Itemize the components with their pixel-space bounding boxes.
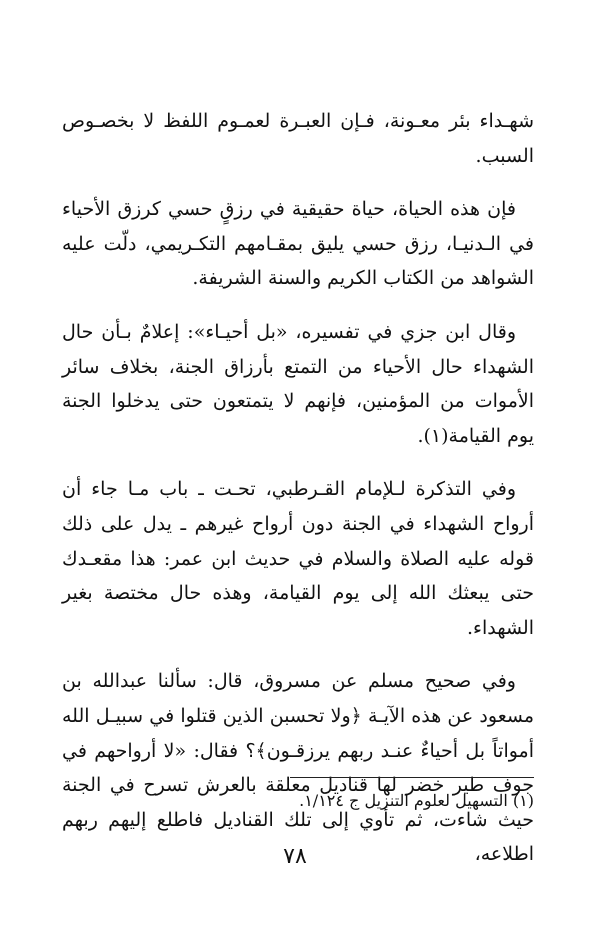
main-text (62, 104, 534, 891)
paragraph-real-life: فإن هذه الحياة، حياة حقيقية في رزقٍ حسي كرزق الأحياء في الـدنيـا، رزق حسي يليق بمقـامهم التكـريمي، دلّت عليه الشواهد من الكتاب الكريم والسنة الشريفة. (62, 198, 534, 290)
footnote: (١) التسهيل لعلوم التنزيل ج ١/١٢٤. (299, 791, 534, 810)
paragraph-continuation: شهـداء بئر معـونة، فـإن العبـرة لعمـوم اللفظ لا بخصـوص السبب. (62, 110, 534, 167)
paragraph-sahih-muslim: وفي صحيح مسلم عن مسروق، قال: سألنا عبدالله بن مسعود عن هذه الآيـة ﴿ولا تحسبن الذين قتلوا في سبيـل الله أمواتاً بل أحياءٌ عنـد ربهم يرزقـون﴾؟ فقال: «لا أرواحهم في جوف طير خضر لها قناديل معلقة بالعرش تسرح في الجنة حيث شاءت، ثم تأوي إلى تلك القناديل فاطلع إليهم ربهم اطلاعه، (62, 670, 534, 866)
paragraph-ibn-juzayy: وقال ابن جزي في تفسيره، «بل أحيـاء»: إعلامٌ بـأن حال الشهداء حال الأحياء من التمتع بأرزاق الجنة، بخلاف سائر الأموات من المؤمنين، فإنهم لا يتمتعون حتى يدخلوا الجنة يوم القيامة(١). (62, 320, 534, 447)
paragraph-tadhkira: وفي التذكرة لـلإمام القـرطبي، تحـت ـ باب مـا جاء أن أرواح الشهداء في الجنة دون أرواح غيرهم ـ يدل على ذلك قوله عليه الصلاة والسلام في حديث ابن عمر: هذا مقعـدك حتى يبعثك الله إلى يوم القيامة، وهذه حال مختصة بغير الشهداء. (62, 478, 534, 639)
page-number: ٧٨ (283, 844, 307, 869)
footnote-divider (290, 777, 534, 778)
